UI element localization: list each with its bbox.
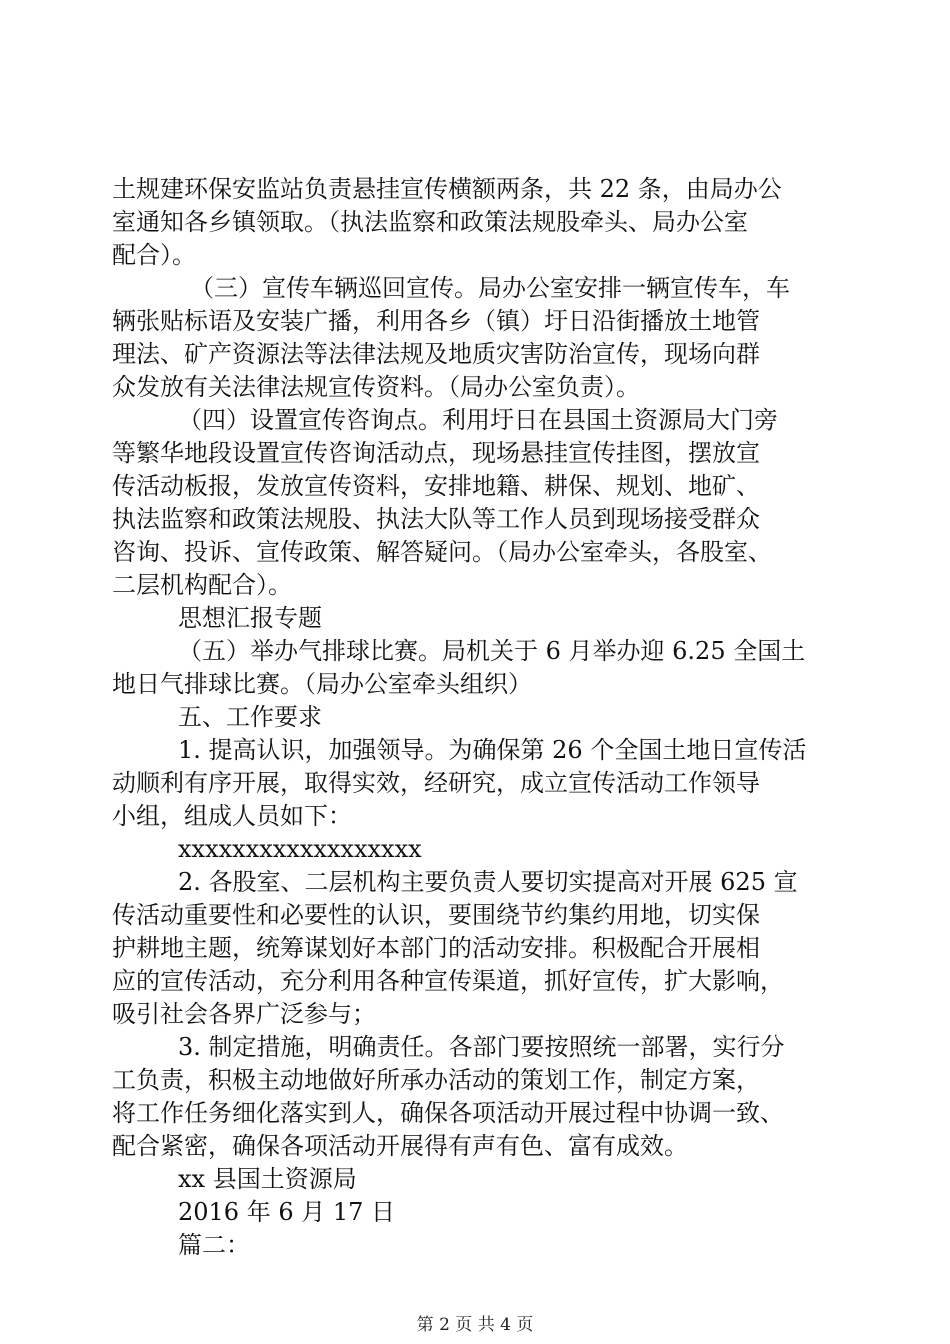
text-line: 动顺利有序开展，取得实效，经研究，成立宣传活动工作领导 [112, 769, 760, 797]
text-line: 理法、矿产资源法等法律法规及地质灾害防治宣传，现场向群 [112, 340, 760, 368]
text-line: 土规建环保安监站负责悬挂宣传横额两条，共 22 条，由局办公 [112, 175, 782, 203]
text-line: 小组，组成人员如下： [112, 802, 352, 830]
text-line: （三）宣传车辆巡回宣传。局办公室安排一辆宣传车，车 [190, 274, 790, 302]
signature-date: 2016 年 6 月 17 日 [178, 1198, 396, 1226]
text-line: 执法监察和政策法规股、执法大队等工作人员到现场接受群众 [112, 505, 760, 533]
text-line: 1. 提高认识，加强领导。为确保第 26 个全国土地日宣传活 [178, 736, 807, 764]
section-heading: 篇二： [178, 1231, 250, 1259]
text-line: 等繁华地段设置宣传咨询活动点，现场悬挂宣传挂图，摆放宣 [112, 439, 760, 467]
text-line: 配合紧密，确保各项活动开展得有声有色、富有成效。 [112, 1132, 688, 1160]
text-line: 二层机构配合）。 [112, 571, 292, 599]
text-line: （四）设置宣传咨询点。利用圩日在县国土资源局大门旁 [178, 406, 778, 434]
section-heading: 思想汇报专题 [178, 604, 322, 632]
page-footer: 第 2 页 共 4 页 [416, 1315, 534, 1335]
text-line: 工负责，积极主动地做好所承办活动的策划工作，制定方案， [112, 1066, 760, 1094]
text-line: 室通知各乡镇领取。（执法监察和政策法规股牵头、局办公室 [112, 208, 748, 236]
text-line: 应的宣传活动，充分利用各种宣传渠道，抓好宣传，扩大影响， [112, 967, 784, 995]
text-line: 2. 各股室、二层机构主要负责人要切实提高对开展 625 宣 [178, 868, 798, 896]
text-line: 将工作任务细化落实到人，确保各项活动开展过程中协调一致、 [112, 1099, 784, 1127]
text-line: 3. 制定措施，明确责任。各部门要按照统一部署，实行分 [178, 1033, 785, 1061]
text-line: 众发放有关法律法规宣传资料。（局办公室负责）。 [112, 373, 640, 401]
signature-org: xx 县国土资源局 [178, 1165, 357, 1193]
section-heading: 五、工作要求 [178, 703, 322, 731]
text-line: 护耕地主题，统筹谋划好本部门的活动安排。积极配合开展相 [112, 934, 760, 962]
text-line: 传活动重要性和必要性的认识，要围绕节约集约用地，切实保 [112, 901, 760, 929]
text-line: 咨询、投诉、宣传政策、解答疑问。（局办公室牵头，各股室、 [112, 538, 772, 566]
text-line: （五）举办气排球比赛。局机关于 6 月举办迎 6.25 全国土 [178, 637, 806, 665]
text-line: xxxxxxxxxxxxxxxxxx [178, 835, 422, 863]
text-line: 配合）。 [112, 241, 196, 269]
text-line: 吸引社会各界广泛参与； [112, 1000, 376, 1028]
text-line: 地日气排球比赛。（局办公室牵头组织） [112, 670, 532, 698]
text-line: 辆张贴标语及安装广播，利用各乡（镇）圩日沿街播放土地管 [112, 307, 760, 335]
text-line: 传活动板报，发放宣传资料，安排地籍、耕保、规划、地矿、 [112, 472, 760, 500]
